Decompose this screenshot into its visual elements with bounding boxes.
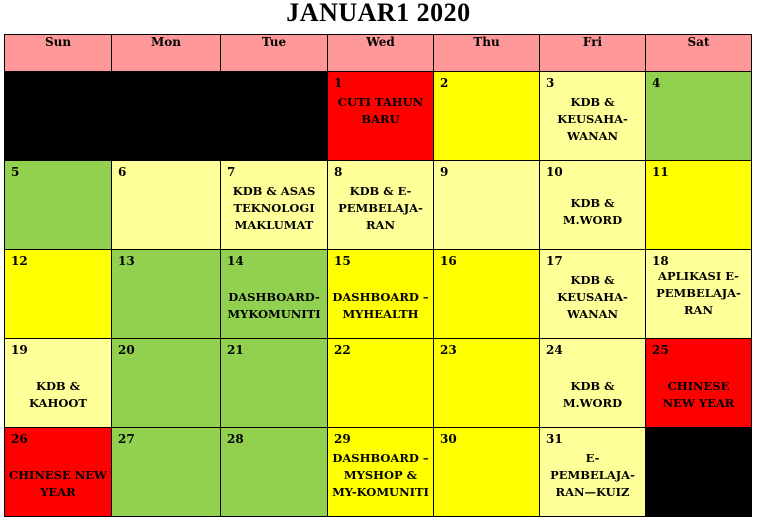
weekday-sat: Sat [646, 35, 752, 72]
day-cell-25 [646, 339, 752, 428]
calendar-week-row [5, 428, 752, 517]
day-number: 26 [11, 432, 28, 446]
day-cell-16 [434, 250, 540, 339]
day-number: 15 [334, 254, 351, 268]
day-cell-3 [540, 72, 646, 161]
day-cell-18 [646, 250, 752, 339]
calendar-week-row [5, 339, 752, 428]
day-event-label: KDB & M.WORD [562, 379, 623, 410]
day-event-label: CUTI TAHUN BARU [337, 95, 424, 126]
day-event-label: KDB & ASAS TEKNOLOGI MAKLUMAT [232, 184, 316, 232]
day-number: 17 [546, 254, 563, 268]
day-number: 9 [440, 165, 449, 179]
day-cell-5 [5, 161, 112, 250]
calendar-week-row [5, 250, 752, 339]
day-number: 8 [334, 165, 343, 179]
day-number: 7 [227, 165, 236, 179]
day-cell-23 [434, 339, 540, 428]
day-event-label: KDB & KEUSAHA-WANAN [557, 95, 628, 143]
day-number: 1 [334, 76, 343, 90]
day-event-label: KDB & KAHOOT [29, 379, 87, 410]
day-cell-7 [221, 161, 328, 250]
weekday-tue: Tue [221, 35, 328, 72]
day-number: 20 [118, 343, 135, 357]
day-cell-22 [328, 339, 434, 428]
day-event-label: DASHBOARD-MYKOMUNITI [227, 290, 321, 321]
day-number: 25 [652, 343, 669, 357]
day-number: 2 [440, 76, 449, 90]
weekday-header-row [5, 35, 752, 72]
day-number: 12 [11, 254, 28, 268]
day-cell-30 [434, 428, 540, 517]
weekday-thu: Thu [434, 35, 540, 72]
day-cell-20 [112, 339, 221, 428]
day-number: 6 [118, 165, 127, 179]
day-event-label: E-PEMBELAJA-RAN—KUIZ [550, 451, 635, 499]
day-cell-4 [646, 72, 752, 161]
calendar-week-row [5, 72, 752, 161]
day-number: 24 [546, 343, 563, 357]
calendar-title: JANUAR1 2020 [286, 0, 471, 27]
empty-day-cell [646, 428, 752, 517]
day-cell-13 [112, 250, 221, 339]
empty-day-cell [112, 72, 221, 161]
day-number: 28 [227, 432, 244, 446]
day-cell-19 [5, 339, 112, 428]
day-event-label: CHINESE NEW YEAR [662, 379, 735, 410]
day-event-label: KDB & E-PEMBELAJA-RAN [338, 184, 423, 232]
day-cell-15 [328, 250, 434, 339]
day-cell-8 [328, 161, 434, 250]
day-number: 13 [118, 254, 135, 268]
day-event-label: APLIKASI E-PEMBELAJA-RAN [656, 269, 741, 317]
day-event-label: CHINESE NEW YEAR [9, 468, 107, 499]
day-number: 18 [652, 254, 669, 268]
day-cell-17 [540, 250, 646, 339]
calendar-grid [4, 34, 752, 517]
day-event-label: KDB & KEUSAHA-WANAN [557, 273, 628, 321]
weekday-sun: Sun [5, 35, 112, 72]
day-number: 16 [440, 254, 457, 268]
weekday-mon: Mon [112, 35, 221, 72]
empty-day-cell [5, 72, 112, 161]
day-number: 19 [11, 343, 28, 357]
day-number: 11 [652, 165, 669, 179]
day-number: 30 [440, 432, 457, 446]
day-cell-12 [5, 250, 112, 339]
day-cell-24 [540, 339, 646, 428]
day-cell-14 [221, 250, 328, 339]
day-number: 4 [652, 76, 661, 90]
day-cell-29 [328, 428, 434, 517]
day-number: 5 [11, 165, 20, 179]
day-cell-10 [540, 161, 646, 250]
weekday-fri: Fri [540, 35, 646, 72]
day-cell-28 [221, 428, 328, 517]
day-number: 27 [118, 432, 135, 446]
day-event-label: DASHBOARD – MYSHOP & MY-KOMUNITI [332, 451, 429, 499]
day-number: 23 [440, 343, 457, 357]
day-cell-31 [540, 428, 646, 517]
day-cell-26 [5, 428, 112, 517]
day-number: 10 [546, 165, 563, 179]
day-number: 3 [546, 76, 555, 90]
day-cell-6 [112, 161, 221, 250]
day-number: 29 [334, 432, 351, 446]
day-number: 21 [227, 343, 244, 357]
day-cell-11 [646, 161, 752, 250]
day-cell-1 [328, 72, 434, 161]
day-cell-27 [112, 428, 221, 517]
day-number: 31 [546, 432, 563, 446]
day-event-label: KDB & M.WORD [562, 196, 623, 227]
day-number: 14 [227, 254, 244, 268]
day-cell-2 [434, 72, 540, 161]
calendar-week-row [5, 161, 752, 250]
empty-day-cell [221, 72, 328, 161]
weekday-wed: Wed [328, 35, 434, 72]
day-number: 22 [334, 343, 351, 357]
day-cell-9 [434, 161, 540, 250]
day-event-label: DASHBOARD – MYHEALTH [332, 290, 429, 321]
day-cell-21 [221, 339, 328, 428]
